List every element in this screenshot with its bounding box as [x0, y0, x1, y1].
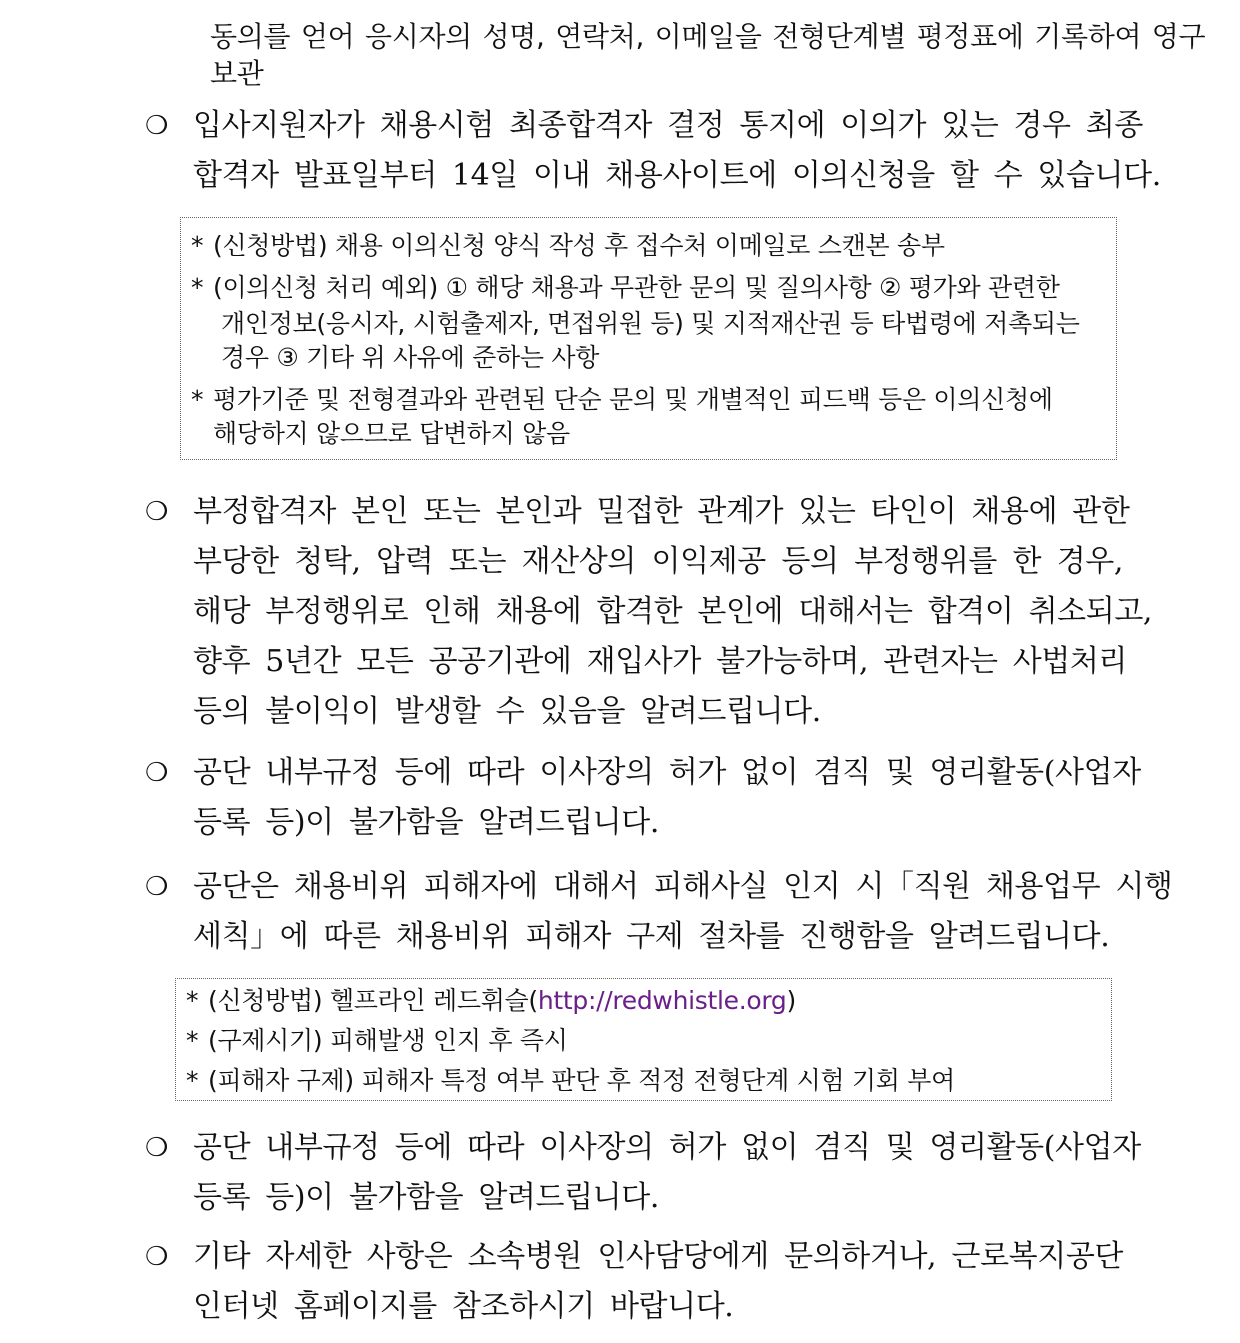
section-line: 세칙」에 따른 채용비위 피해자 구제 절차를 진행함을 알려드립니다. [193, 919, 1110, 954]
section-line: 해당 부정행위로 인해 채용에 합격한 본인에 대해서는 합격이 취소되고, [193, 594, 1153, 629]
note-item [186, 1063, 955, 1099]
note-text: ) [786, 986, 796, 1015]
bullet-circle-icon: ❍ [145, 758, 169, 788]
bullet-circle-icon: ❍ [145, 111, 169, 141]
bullet-circle-icon: ❍ [145, 497, 169, 527]
note-text: (신청방법) 헬프라인 레드휘슬( [208, 986, 538, 1015]
intro-line-1: 동의를 얻어 응시자의 성명, 연락처, 이메일을 전형단계별 평정표에 기록하여 영구 [210, 20, 1206, 53]
section-side-job-repeat [145, 1123, 1141, 1223]
note-text: 경우 ③ 기타 위 사유에 준하는 사항 [221, 343, 600, 372]
bullet-circle-icon: ❍ [145, 1133, 169, 1163]
section-line: 합격자 발표일부터 14일 이내 채용사이트에 이의신청을 할 수 있습니다. [193, 158, 1161, 193]
note-item [191, 270, 1060, 306]
section-side-job [145, 748, 1141, 848]
section-objection [145, 101, 1161, 201]
section-line: 기타 자세한 사항은 소속병원 인사담당에게 문의하거나, 근로복지공단 [193, 1239, 1123, 1274]
section-line: 등의 불이익이 발생할 수 있음을 알려드립니다. [193, 694, 821, 729]
note-text: (구제시기) 피해발생 인지 후 즉시 [208, 1026, 568, 1055]
asterisk-icon: * [186, 1026, 199, 1055]
note-text: 해당하지 않으므로 답변하지 않음 [213, 419, 570, 448]
section-side-job-text [193, 748, 1141, 848]
section-line: 부정합격자 본인 또는 본인과 밀접한 관계가 있는 타인이 채용에 관한 [193, 494, 1130, 529]
section-contact [145, 1232, 1125, 1332]
note-text: (신청방법) 채용 이의신청 양식 작성 후 접수처 이메일로 스캔본 송부 [213, 231, 945, 260]
section-line: 등록 등)이 불가함을 알려드립니다. [193, 805, 659, 840]
section-line: 등록 등)이 불가함을 알려드립니다. [193, 1180, 659, 1215]
note-text: 평가기준 및 전형결과와 관련된 단순 문의 및 개별적인 피드백 등은 이의신청에 [213, 385, 1053, 414]
asterisk-icon: * [186, 1066, 199, 1095]
section-side-job-repeat-text [193, 1123, 1141, 1223]
bullet-circle-icon: ❍ [145, 872, 169, 902]
note-text: 개인정보(응시자, 시험출제자, 면접위원 등) 및 지적재산권 등 타법령에 저촉되는 [221, 309, 1080, 338]
section-line: 향후 5년간 모든 공공기관에 재입사가 불가능하며, 관련자는 사법처리 [193, 644, 1128, 679]
intro-line-2: 보관 [210, 57, 264, 90]
section-line: 공단 내부규정 등에 따라 이사장의 허가 없이 겸직 및 영리활동(사업자 [193, 755, 1141, 790]
victim-note-box [175, 978, 1112, 1101]
section-line: 입사지원자가 채용시험 최종합격자 결정 통지에 이의가 있는 경우 최종 [193, 108, 1143, 143]
section-fraud-text [193, 487, 1153, 737]
note-item [191, 228, 945, 264]
section-fraud [145, 487, 1153, 737]
note-text: (이의신청 처리 예외) ① 해당 채용과 무관한 문의 및 질의사항 ② 평가와 관련한 [213, 273, 1060, 302]
section-line: 부당한 청탁, 압력 또는 재산상의 이익제공 등의 부정행위를 한 경우, [193, 544, 1123, 579]
asterisk-icon: * [191, 273, 204, 302]
section-line: 공단 내부규정 등에 따라 이사장의 허가 없이 겸직 및 영리활동(사업자 [193, 1130, 1141, 1165]
asterisk-icon: * [186, 986, 199, 1015]
note-item [186, 983, 796, 1019]
note-text: (피해자 구제) 피해자 특정 여부 판단 후 적정 전형단계 시험 기회 부여 [208, 1066, 955, 1095]
objection-note-box [180, 217, 1117, 460]
section-line: 공단은 채용비위 피해자에 대해서 피해사실 인지 시「직원 채용업무 시행 [193, 869, 1173, 904]
asterisk-icon: * [191, 231, 204, 260]
intro-text [210, 18, 1206, 92]
section-objection-text [193, 101, 1161, 201]
note-item [191, 382, 1053, 418]
section-victim-relief-text [193, 862, 1173, 962]
section-line: 인터넷 홈페이지를 참조하시기 바랍니다. [193, 1289, 734, 1324]
asterisk-icon: * [191, 385, 204, 414]
redwhistle-link[interactable]: http://redwhistle.org [537, 986, 787, 1015]
bullet-circle-icon: ❍ [145, 1242, 169, 1272]
section-contact-text [193, 1232, 1123, 1332]
section-victim-relief [145, 862, 1173, 962]
note-item [186, 1023, 568, 1059]
